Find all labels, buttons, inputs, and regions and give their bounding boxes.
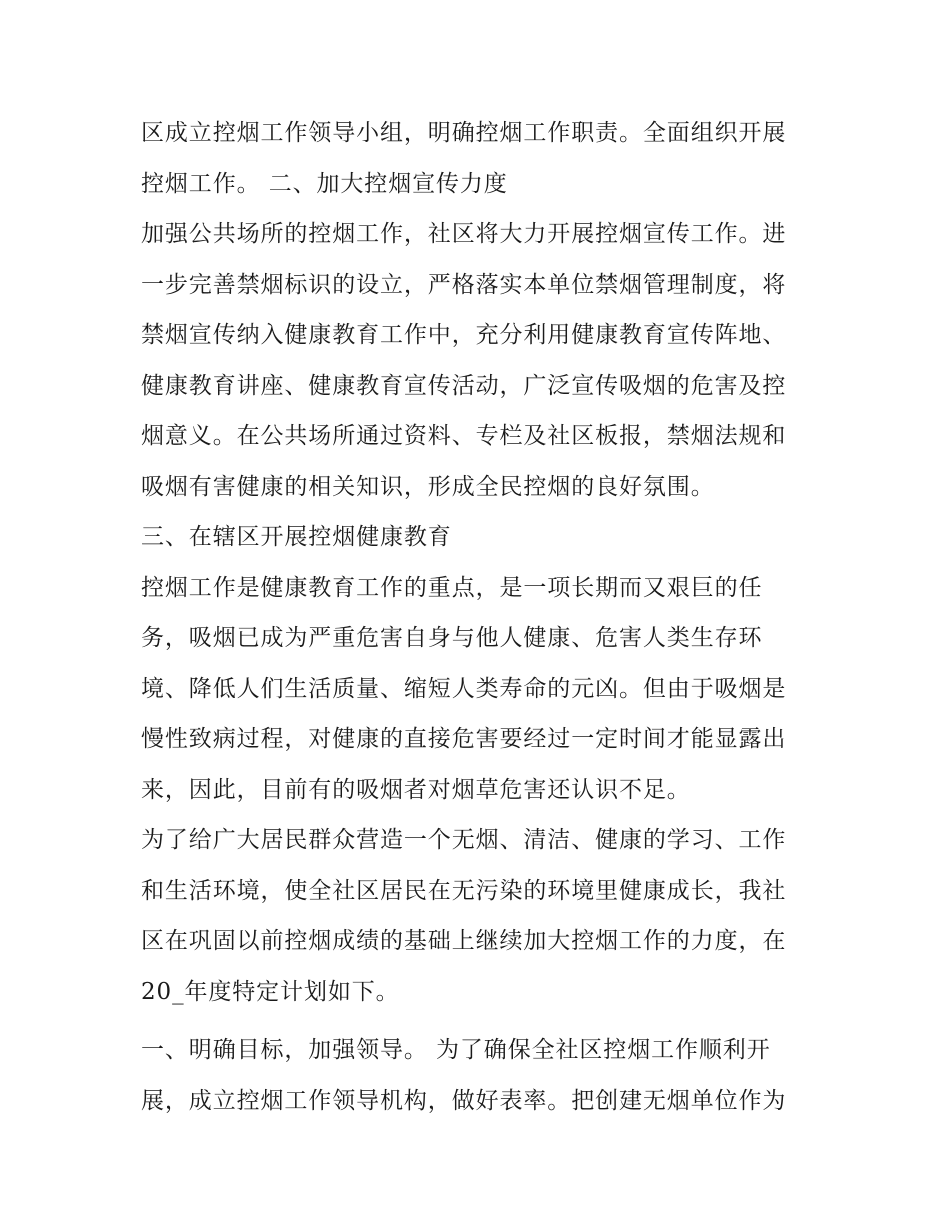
text-line: 区成立控烟工作领导小组，明确控烟工作职责。全面组织开展 <box>141 120 787 146</box>
paragraph-gap <box>141 1017 821 1025</box>
text-line: 健康教育讲座、健康教育宣传活动，广泛宣传吸烟的危害及控 <box>141 372 787 399</box>
text-line: 来，因此，目前有的吸烟者对烟草危害还认识不足。 <box>141 776 691 803</box>
text-line: 慢性致病过程，对健康的直接危害要经过一定时间才能显露出 <box>141 726 787 752</box>
text-line: 境、降低人们生活质量、缩短人类寿命的元凶。但由于吸烟是 <box>141 675 787 702</box>
document-body <box>141 108 821 1126</box>
text-line: 务，吸烟已成为严重危害自身与他人健康、危害人类生存环 <box>141 625 763 651</box>
text-line: 20_年度特定计划如下。 <box>141 978 400 1005</box>
text-line: 加强公共场所的控烟工作，社区将大力开展控烟宣传工作。进 <box>141 221 787 247</box>
text-line: 禁烟宣传纳入健康教育工作中，充分利用健康教育宣传阵地、 <box>141 322 787 348</box>
text-line: 和生活环境，使全社区居民在无污染的环境里健康成长，我社 <box>141 877 787 904</box>
text-line: 一、明确目标，加强领导。 为了确保全社区控烟工作顺利开 <box>141 1037 771 1063</box>
text-line: 控烟工作。 二、加大控烟宣传力度 <box>141 170 508 197</box>
text-line: 控烟工作是健康教育工作的重点，是一项长期而又艰巨的任 <box>141 574 763 601</box>
text-line: 区在巩固以前控烟成绩的基础上继续加大控烟工作的力度，在 <box>141 928 787 954</box>
text-line: 为了给广大居民群众营造一个无烟、清洁、健康的学习、工作 <box>141 827 787 853</box>
text-line: 展，成立控烟工作领导机构，做好表率。把创建无烟单位作为 <box>141 1087 787 1114</box>
text-line: 一步完善禁烟标识的设立，严格落实本单位禁烟管理制度，将 <box>141 271 787 298</box>
section-heading: 三、在辖区开展控烟健康教育 <box>141 524 452 550</box>
text-line: 烟意义。在公共场所通过资料、专栏及社区板报，禁烟法规和 <box>141 423 787 449</box>
text-line: 吸烟有害健康的相关知识，形成全民控烟的良好氛围。 <box>141 473 715 500</box>
